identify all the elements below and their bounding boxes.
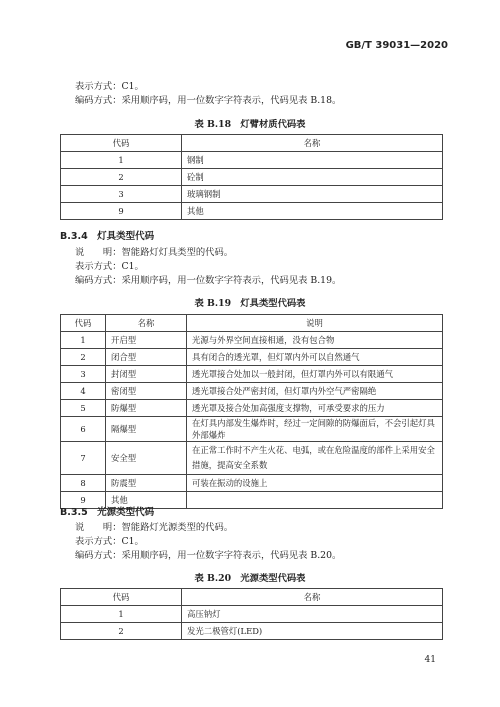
description-cell: 透光罩及接合处加高强度支撑物，可承受要求的压力	[187, 400, 443, 417]
name-cell: 封闭型	[106, 366, 187, 383]
name-cell: 防震型	[106, 475, 187, 492]
representation-line: 表示方式：C1。	[75, 261, 144, 272]
column-header: 名称	[182, 135, 443, 152]
column-header: 名称	[182, 589, 443, 606]
table-header-row	[61, 135, 443, 152]
description-cell: 光源与外界空间直接相通，没有包合物	[187, 332, 443, 349]
description-cell: 可装在振动的设施上	[187, 475, 443, 492]
description-cell: 透光罩接合处加以一般封闭，但灯罩内外可以有限通气	[187, 366, 443, 383]
code-cell: 4	[61, 383, 106, 400]
table-row	[61, 475, 443, 492]
code-cell: 2	[61, 169, 182, 186]
standard-code: GB/T 39031—2020	[345, 40, 448, 51]
description-line: 说 明：智能路灯灯具类型的代码。	[75, 247, 234, 258]
table-row	[61, 606, 443, 623]
table-row	[61, 186, 443, 203]
code-cell: 2	[61, 349, 106, 366]
table-header-row	[61, 589, 443, 606]
code-cell: 3	[61, 366, 106, 383]
encoding-line: 编码方式：采用顺序码，用一位数字字符表示，代码见表 B.20。	[75, 550, 342, 561]
column-header: 代码	[61, 315, 106, 332]
section-heading-b35: B.3.5 光源类型代码	[60, 507, 155, 518]
table-row	[61, 152, 443, 169]
description-cell	[187, 492, 443, 509]
table-b18-caption: 表 B.18 灯臂材质代码表	[194, 119, 306, 130]
description-cell: 透光罩接合处严密封闭，但灯罩内外空气严密隔绝	[187, 383, 443, 400]
table-b19-caption: 表 B.19 灯具类型代码表	[194, 298, 306, 309]
table-b20-caption: 表 B.20 光源类型代码表	[194, 573, 306, 584]
page-number: 41	[424, 655, 436, 665]
name-cell: 砼制	[182, 169, 443, 186]
column-header: 说明	[187, 315, 443, 332]
encoding-line: 编码方式：采用顺序码，用一位数字字符表示，代码见表 B.18。	[75, 95, 342, 106]
name-cell: 钢制	[182, 152, 443, 169]
name-cell: 隔爆型	[106, 417, 187, 442]
code-cell: 1	[61, 606, 182, 623]
name-cell: 高压钠灯	[182, 606, 443, 623]
description-cell: 在正常工作时不产生火花、电弧，或在危险温度的部件上采用安全措施，提高安全系数	[187, 442, 443, 475]
table-row	[61, 623, 443, 640]
name-cell: 玻璃钢制	[182, 186, 443, 203]
code-cell: 5	[61, 400, 106, 417]
encoding-line: 编码方式：采用顺序码，用一位数字字符表示，代码见表 B.19。	[75, 275, 342, 286]
table-row	[61, 332, 443, 349]
code-cell: 2	[61, 623, 182, 640]
table-header-row	[61, 315, 443, 332]
table-row	[61, 349, 443, 366]
table-row	[61, 203, 443, 220]
column-header: 代码	[61, 135, 182, 152]
code-cell: 1	[61, 152, 182, 169]
table-b19	[60, 314, 443, 509]
code-cell: 1	[61, 332, 106, 349]
table-row	[61, 366, 443, 383]
name-cell: 发光二极管灯(LED)	[182, 623, 443, 640]
table-row	[61, 383, 443, 400]
table-b20	[60, 588, 443, 640]
representation-line: 表示方式：C1。	[75, 81, 144, 92]
table-row	[61, 400, 443, 417]
column-header: 代码	[61, 589, 182, 606]
table-b18	[60, 134, 443, 220]
code-cell: 9	[61, 492, 106, 509]
name-cell: 密闭型	[106, 383, 187, 400]
description-cell: 在灯具内部发生爆炸时，经过一定间隙的防爆面后，不会引起灯具外部爆炸	[187, 417, 443, 442]
name-cell: 防爆型	[106, 400, 187, 417]
code-cell: 3	[61, 186, 182, 203]
name-cell: 安全型	[106, 442, 187, 475]
code-cell: 8	[61, 475, 106, 492]
description-line: 说 明：智能路灯光源类型的代码。	[75, 522, 234, 533]
code-cell: 7	[61, 442, 106, 475]
code-cell: 6	[61, 417, 106, 442]
name-cell: 闭合型	[106, 349, 187, 366]
table-row	[61, 417, 443, 442]
description-cell: 具有闭合的透光罩，但灯罩内外可以自然通气	[187, 349, 443, 366]
name-cell: 开启型	[106, 332, 187, 349]
code-cell: 9	[61, 203, 182, 220]
name-cell: 其他	[106, 492, 187, 509]
name-cell: 其他	[182, 203, 443, 220]
table-row	[61, 169, 443, 186]
representation-line: 表示方式：C1。	[75, 536, 144, 547]
table-row	[61, 442, 443, 475]
section-heading-b34: B.3.4 灯具类型代码	[60, 231, 155, 242]
column-header: 名称	[106, 315, 187, 332]
